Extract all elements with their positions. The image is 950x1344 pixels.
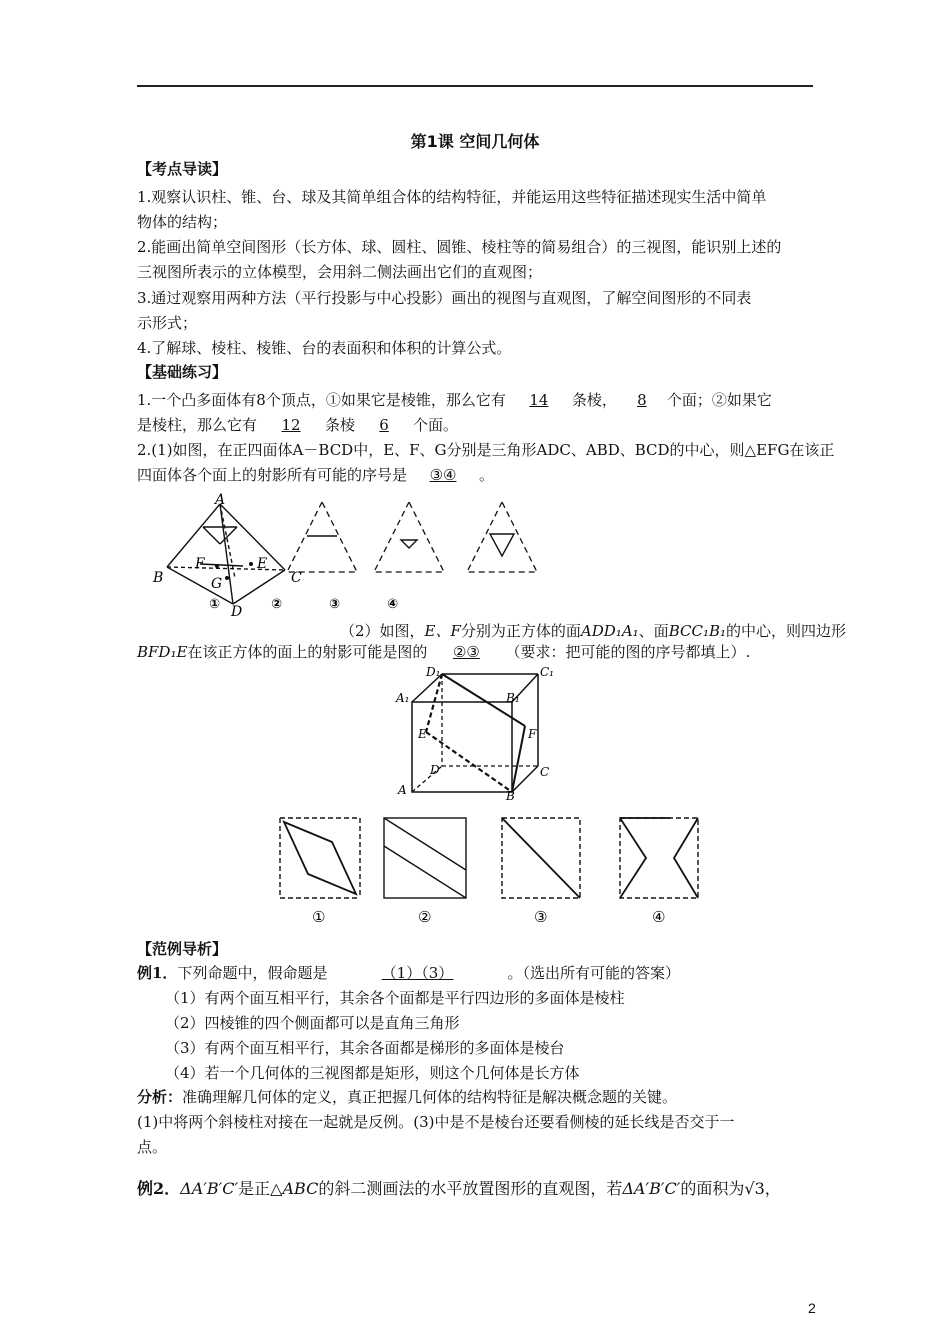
exercise-2b-line2 [137,641,750,662]
text: 。（选出所有可能的答案） [507,964,680,982]
math: ABC [282,1179,319,1198]
point-f [215,564,219,568]
text: BCC₁B₁ [668,622,726,640]
text: 的面积为 [680,1179,745,1198]
page-title: 第1课 空间几何体 [410,132,540,151]
example-1-option: （1）有两个面互相平行，其余各个面都是平行四边形的多面体是棱柱 [165,989,625,1007]
vertex-label: C [291,570,302,586]
text: BFD₁E [137,643,188,661]
example-label: 例1． [137,964,178,982]
vertex-label: D [231,604,243,620]
exercise-2b-line1 [340,620,846,641]
example-1-option: （4）若一个几何体的三视图都是矩形，则这个几何体是长方体 [165,1064,580,1082]
vertex-label: D₁ [426,665,441,679]
text: 的斜二测画法的水平放置图形的直观图，若 [318,1179,623,1198]
vertex-label: F [528,727,537,741]
answer-blank: 14 [529,391,549,409]
text: 分别为正方体的面 [460,622,581,640]
text: 准确理解几何体的定义，真正把握几何体的结构特征是解决概念题的关键。 [182,1088,678,1106]
text: 是棱柱，那么它有 [137,416,258,434]
example-1-option: （3）有两个面互相平行，其余各面都是梯形的多面体是棱台 [165,1039,565,1057]
figure-number: ① [209,597,221,612]
vertex-label: C [540,765,550,779]
point-e [249,562,253,566]
example-1-question [137,962,680,983]
answer-blank: ③④ [429,466,457,484]
text: 条棱 [325,416,356,434]
text: 1.一个凸多面体有8个顶点，①如果它是棱锥，那么它有 [137,391,506,409]
vertex-label: A [215,492,226,508]
vertex-label: B₁ [506,691,520,705]
section-heading-examples: 【范例导析】 [137,940,228,958]
point-line: 1.观察认识柱、锥、台、球及其简单组合体的结构特征，并能运用这些特征描述现实生活中简单 [137,188,767,206]
text: 个面。 [413,416,459,434]
projection-options-figure [270,812,710,932]
exercise-1-line1 [137,389,772,410]
vertex-label: F [195,556,205,572]
text: 下列命题中，假命题是 [177,964,328,982]
text: 四面体各个面上的射影所有可能的序号是 [137,466,408,484]
exercise-2-line2 [137,464,494,485]
text: 条棱， [571,391,617,409]
analysis-label: 分析： [137,1088,183,1106]
example-1-note: (1)中将两个斜棱柱对接在一起就是反例。(3)中是不是棱台还要看侧棱的延长线是否交于一 [137,1113,735,1131]
section-heading-guide: 【考点导读】 [137,160,228,178]
tetrahedron-figure [145,492,565,620]
point-line: 示形式； [137,314,198,332]
point-line: 4.了解球、棱柱、棱锥、台的表面积和体积的计算公式。 [137,339,512,357]
answer-blank: （1）（3） [381,964,454,982]
figure-number: ③ [329,597,341,612]
answer-blank: 8 [637,391,647,409]
text: 的中心，则四边形 [726,622,847,640]
text: 是正△ [238,1179,283,1198]
answer-blank: ②③ [452,643,480,661]
text: 。 [479,466,495,484]
answer-blank: 12 [281,416,301,434]
example-1-note: 点。 [137,1138,168,1156]
vertex-label: E [418,727,427,741]
text: （要求：把可能的图的序号都填上）. [505,643,751,661]
figure-number: ④ [387,597,399,612]
exercise-1-line2 [137,414,458,435]
point-line: 三视图所表示的立体模型，会用斜二侧法画出它们的直观图； [137,263,543,281]
text: ， [764,1179,781,1198]
point-line: 2.能画出简单空间图形（长方体、球、圆柱、圆锥、棱柱等的简易组合）的三视图，能识别上述的 [137,238,782,256]
figure-number: ③ [534,908,548,926]
header-rule [137,85,813,87]
vertex-label: D [430,763,440,777]
example-1-analysis [137,1086,677,1107]
example-1-option: （2）四棱锥的四个侧面都可以是直角三角形 [165,1014,460,1032]
vertex-label: G [211,576,223,592]
text: 、面 [638,622,669,640]
figure-number: ① [312,908,326,926]
figure-number: ② [418,908,432,926]
vertex-label: A [398,783,407,797]
point-line: 物体的结构； [137,213,228,231]
answer-blank: 6 [379,416,389,434]
vertex-label: B [506,789,515,802]
section-heading-practice: 【基础练习】 [137,363,228,381]
text: ADD₁A₁ [580,622,639,640]
math: ΔA′B′C′ [622,1179,681,1198]
vertex-label: A₁ [396,691,410,705]
text: （2）如图， [340,622,425,640]
text: 个面；②如果它 [666,391,772,409]
vertex-label: B [153,570,164,586]
exercise-2-line1: 2.(1)如图，在正四面体A－BCD中，E、F、G分别是三角形ADC、ABD、BCD的中心，则△EFG在该正 [137,441,835,459]
math: √3 [744,1179,765,1198]
figure-number: ④ [652,908,666,926]
example-label: 例2． [137,1179,181,1198]
cube-figure [390,662,560,802]
text: E、F [424,622,461,640]
figure-number: ② [271,597,283,612]
math: ΔA′B′C′ [180,1179,239,1198]
page-number: 2 [808,1300,816,1316]
point-line: 3.通过观察用两种方法（平行投影与中心投影）画出的视图与直观图，了解空间图形的不同表 [137,289,752,307]
example-2-question [137,1176,781,1199]
vertex-label: C₁ [540,665,554,679]
point-g [225,576,229,580]
text: 在该正方体的面上的射影可能是图的 [187,643,428,661]
vertex-label: E [257,556,268,572]
